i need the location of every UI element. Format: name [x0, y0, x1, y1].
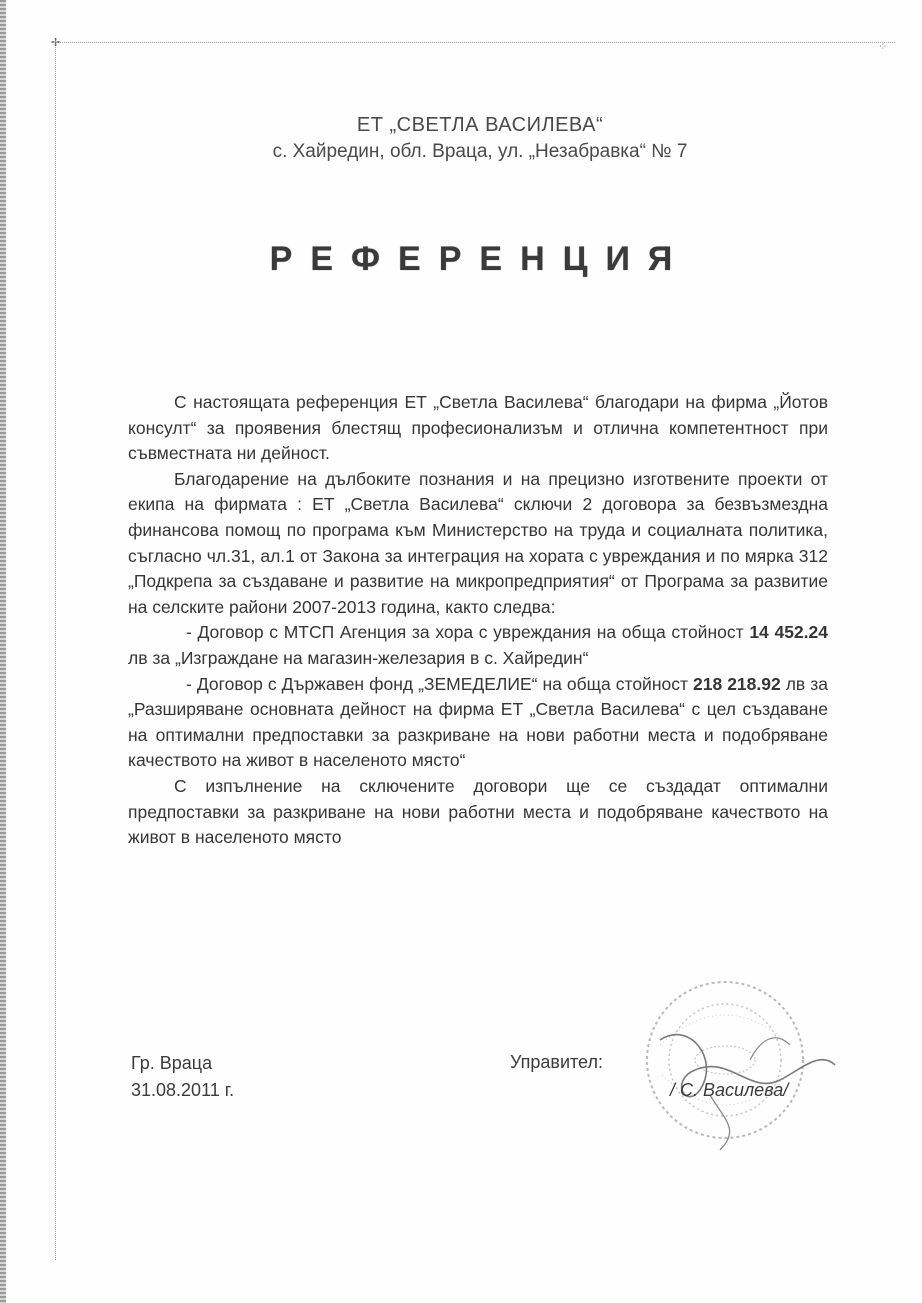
place-and-date	[131, 1050, 234, 1104]
company-address: с. Хайредин, обл. Враца, ул. „Незабравка“ № 7	[272, 141, 688, 162]
scan-edge	[0, 0, 6, 1303]
signer-name: / С. Василева/	[670, 1080, 789, 1100]
company-name: ЕТ „СВЕТЛА ВАСИЛЕВА“	[356, 114, 604, 136]
corner-mark-right-icon: ⁘	[878, 41, 888, 53]
letterhead	[150, 112, 810, 166]
document-title: РЕФЕРЕНЦИЯ	[269, 240, 691, 278]
document-body	[128, 390, 828, 851]
contract-item-1-amount: 14 452.24	[749, 622, 828, 643]
paragraph-conclusion: С изпълнение на сключените договори ще се създадат оптимални предпоставки за разкриване на нови работни места и подобряване качеството на живот в населеното място	[128, 775, 828, 848]
frame-top-border	[55, 42, 895, 43]
corner-mark-icon: ✢	[51, 37, 61, 49]
contract-item-1-prefix: - Договор с МТСП Агенция за хора с увреждания на обща стойност	[186, 622, 744, 643]
contract-item-2-rest: лв за „Разширяване основната дейност на фирма ЕТ „Светла Василева“ с цел създаване на оптимални предпоставки за разкриване на нови работни места и подобряване качеството на живот в населеното място“	[128, 673, 828, 771]
paragraph-contracts: Благодарение на дълбоките познания и на прецизно изготвените проекти от екипа на фирмата : ЕТ „Светла Василева“ сключи 2 договора за безвъзмездна финансова помощ по програма към Министерство на труда и социалната политика, съгласно чл.31, ал.1 от Закона за интеграция на хората с увреждания и по мярка 312 „Подкрепа за създаване и развитие на микропредприятия“ от Програма за развитие на селските райони 2007-2013 година, както следва:	[128, 468, 828, 617]
contract-item-1	[128, 620, 828, 671]
contract-item-2-prefix: - Договор с Държавен фонд „ЗЕМЕДЕЛИЕ“ на обща стойност	[186, 673, 688, 694]
contract-item-1-rest: лв за „Изграждане на магазин-железария в с. Хайредин“	[128, 647, 589, 668]
contract-item-2	[128, 672, 828, 774]
paragraph-intro: С настоящата референция ЕТ „Светла Василева“ благодари на фирма „Йотов консулт“ за проявения блестящ професионализъм и отлична компетентност при съвместната ни дейност.	[128, 392, 828, 464]
city: Гр. Враца	[131, 1053, 213, 1073]
contract-item-2-amount: 218 218.92	[693, 673, 781, 694]
manager-label: Управител:	[510, 1052, 603, 1072]
date: 31.08.2011 г.	[131, 1080, 235, 1100]
frame-left-border	[55, 42, 56, 1260]
